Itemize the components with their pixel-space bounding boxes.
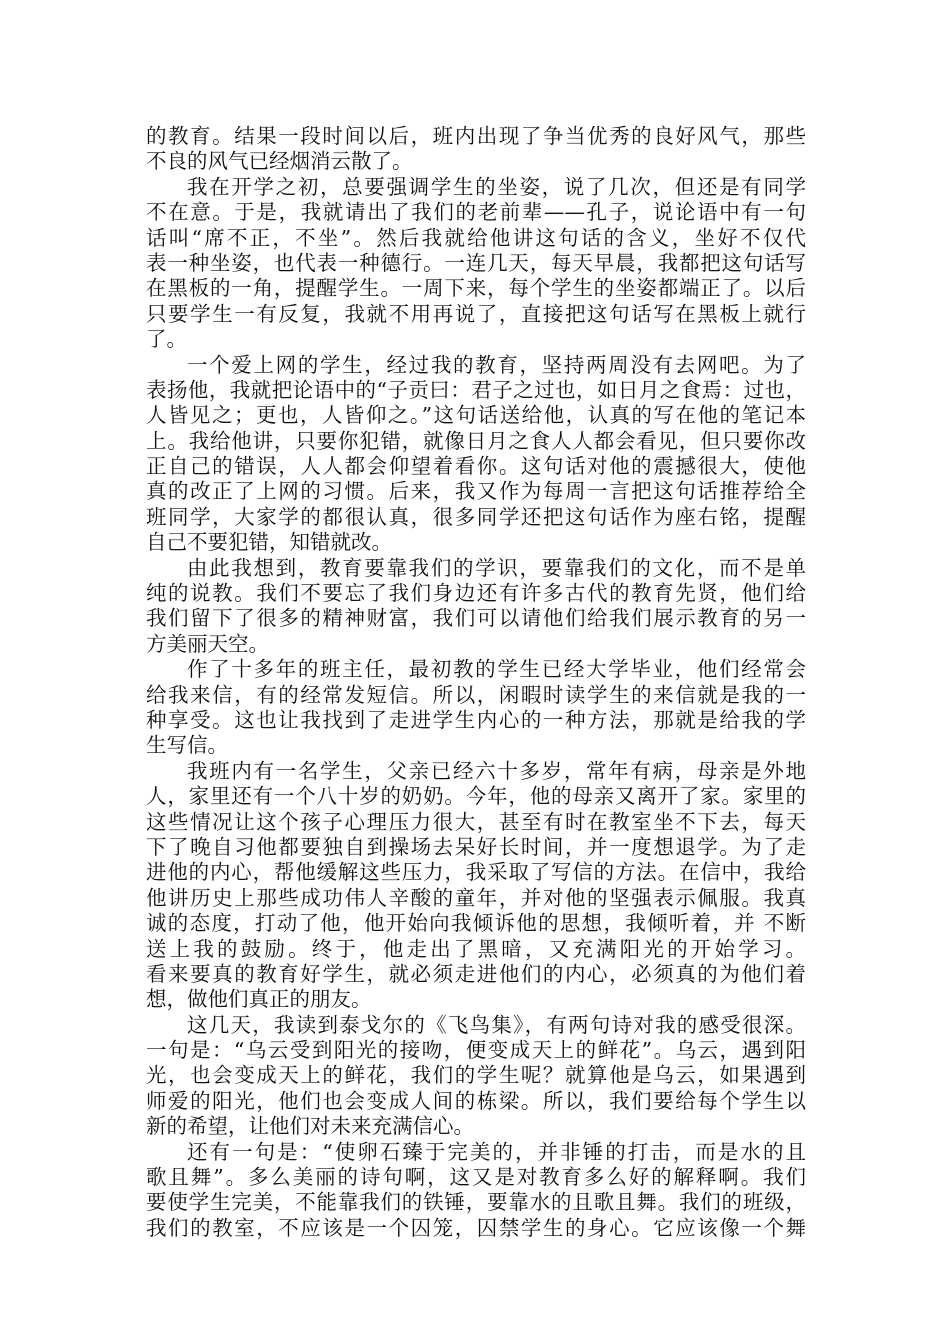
text-line: 还有一句是：“使卵石臻于完美的，并非锤的打击，而是水的且: [187, 1139, 806, 1164]
text-line: 种享受。这也让我找到了走进学生内心的一种方法，那就是给我的学: [146, 707, 806, 732]
text-line: 真的改正了上网的习惯。后来，我又作为每周一言把这句话推荐给全: [146, 479, 806, 504]
text-line: 话叫“席不正，不坐”。然后我就给他讲这句话的含义，坐好不仅代: [146, 225, 806, 250]
text-line: 我班内有一名学生，父亲已经六十多岁，常年有病，母亲是外地: [187, 758, 806, 783]
text-line: 光，也会变成天上的鲜花，我们的学生呢？就算他是乌云，如果遇到: [146, 1063, 806, 1088]
text-line: 诚的态度，打动了他，他开始向我倾诉他的思想，我倾听着，并 不断: [146, 911, 806, 936]
text-line: 这些情况让这个孩子心理压力很大，甚至有时在教室坐不下去，每天: [146, 809, 806, 834]
text-line: 不在意。于是，我就请出了我们的老前辈——孔子，说论语中有一句: [146, 200, 806, 225]
text-line: 在黑板的一角，提醒学生。一周下来，每个学生的坐姿都端正了。以后: [146, 276, 806, 301]
text-line: 我们的教室，不应该是一个囚笼，囚禁学生的身心。它应该像一个舞: [146, 1215, 806, 1240]
text-line: 纯的说教。我们不要忘了我们身边还有许多古代的教育先贤，他们给: [146, 581, 806, 606]
text-line: 我们留下了很多的精神财富，我们可以请他们给我们展示教育的另一: [146, 606, 806, 631]
text-line: 进他的内心，帮他缓解这些压力，我采取了写信的方法。在信中，我给: [146, 860, 806, 885]
text-line: 人皆见之；更也，人皆仰之。”这句话送给他，认真的写在他的笔记本: [146, 403, 806, 428]
text-line: 人，家里还有一个八十岁的奶奶。今年，他的母亲又离开了家。家里的: [146, 784, 806, 809]
text-line: 表一种坐姿，也代表一种德行。一连几天，每天早晨，我都把这句话写: [146, 250, 806, 275]
body-text: [146, 124, 806, 1241]
text-line: 作了十多年的班主任，最初教的学生已经大学毕业，他们经常会: [187, 657, 806, 682]
text-line: 一个爱上网的学生，经过我的教育，坚持两周没有去网吧。为了: [187, 352, 806, 377]
text-line: 师爱的阳光，他们也会变成人间的栋梁。所以，我们要给每个学生以: [146, 1088, 806, 1113]
text-line: 生写信。: [146, 733, 228, 758]
text-line: 我在开学之初，总要强调学生的坐姿，说了几次，但还是有同学: [187, 174, 806, 199]
text-line: 表扬他，我就把论语中的“子贡曰：君子之过也，如日月之食焉：过也，: [146, 377, 806, 402]
text-line: 这几天，我读到泰戈尔的《飞鸟集》，有两句诗对我的感受很深。: [187, 1012, 806, 1037]
text-line: 自己不要犯错，知错就改。: [146, 530, 392, 555]
text-line: 送上我的鼓励。终于，他走出了黑暗，又充满阳光的开始学习。: [146, 936, 806, 961]
text-line: 新的希望，让他们对未来充满信心。: [146, 1114, 474, 1139]
text-line: 要使学生完美，不能靠我们的铁锤，要靠水的且歌且舞。我们的班级，: [146, 1190, 806, 1215]
text-line: 他讲历史上那些成功伟人辛酸的童年，并对他的坚强表示佩服。我真: [146, 885, 806, 910]
text-line: 只要学生一有反复，我就不用再说了，直接把这句话写在黑板上就行: [146, 301, 806, 326]
text-line: 班同学，大家学的都很认真，很多同学还把这句话作为座右铭，提醒: [146, 504, 806, 529]
text-line: 由此我想到，教育要靠我们的学识，要靠我们的文化，而不是单: [187, 555, 806, 580]
text-line: 的教育。结果一段时间以后，班内出现了争当优秀的良好风气，那些: [146, 124, 806, 148]
text-line: 看来要真的教育好学生，就必须走进他们的内心，必须真的为他们着: [146, 961, 806, 986]
text-line: 方美丽天空。: [146, 631, 269, 656]
text-line: 正自己的错误，人人都会仰望着看你。这句话对他的震撼很大，使他: [146, 454, 806, 479]
text-line: 一句是：“乌云受到阳光的接吻，便变成天上的鲜花”。乌云，遇到阳: [146, 1038, 806, 1063]
text-line: 了。: [146, 327, 187, 352]
text-line: 歌且舞”。多么美丽的诗句啊，这又是对教育多么好的解释啊。我们: [146, 1165, 806, 1190]
text-line: 想，做他们真正的朋友。: [146, 987, 372, 1012]
text-line: 上。我给他讲，只要你犯错，就像日月之食人人都会看见，但只要你改: [146, 428, 806, 453]
text-line: 下了晚自习他都要独自到操场去呆好长时间，并一度想退学。为了走: [146, 834, 806, 859]
text-line: 给我来信，有的经常发短信。所以，闲暇时读学生的来信就是我的一: [146, 682, 806, 707]
text-line: 不良的风气已经烟消云散了。: [146, 149, 413, 174]
